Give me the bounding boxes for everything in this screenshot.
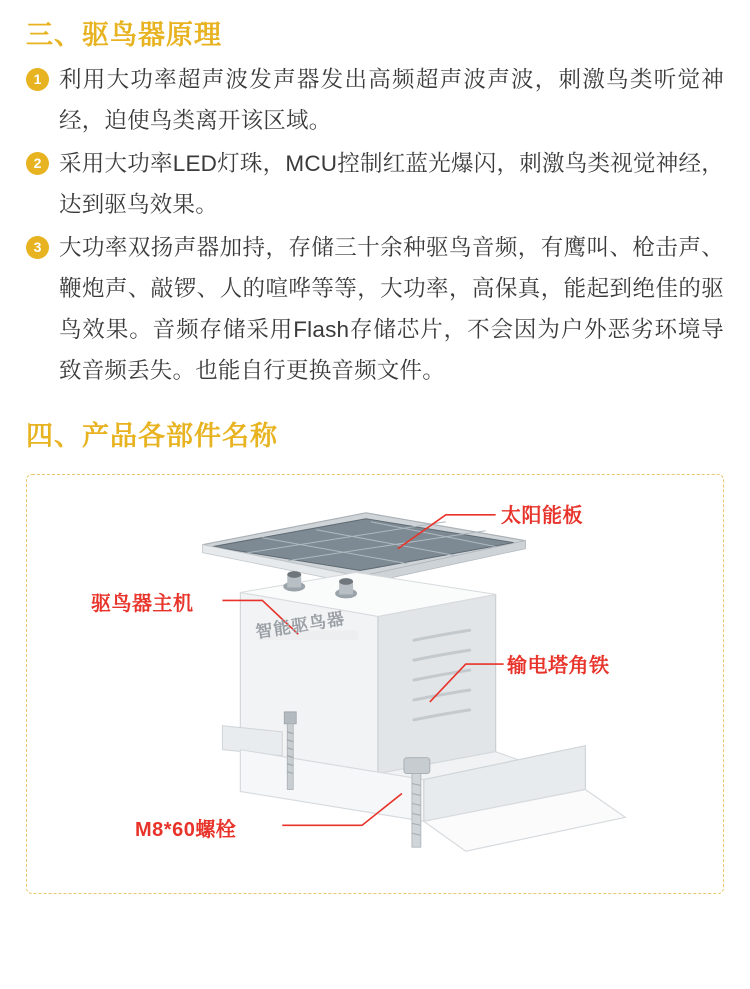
- list-item-number: 2: [26, 152, 49, 175]
- principle-list: [26, 59, 724, 391]
- callout-bolt: M8*60螺栓: [135, 819, 237, 842]
- callout-solar-panel: 太阳能板: [501, 505, 583, 528]
- list-item: [26, 59, 724, 141]
- section-title-parts: 四、产品各部件名称: [26, 421, 278, 452]
- list-item-number: 1: [26, 68, 49, 91]
- device-brand-label: 智能驱鸟器: [254, 609, 347, 643]
- product-parts-figure: [26, 474, 724, 894]
- list-item-text: 利用大功率超声波发声器发出高频超声波声波，刺激鸟类听觉神经，迫使鸟类离开该区域。: [59, 67, 724, 134]
- list-item-text: 大功率双扬声器加持，存储三十余种驱鸟音频，有鹰叫、枪击声、鞭炮声、敲锣、人的喧哗等等，大功率，高保真，能起到绝佳的驱鸟效果。音频存储采用Flash存储芯片，不会因为户外恶劣环境导致音频丢失。也能自行更换音频文件。: [59, 235, 724, 384]
- callout-leader-lines: [27, 475, 723, 893]
- list-item-number: 3: [26, 236, 49, 259]
- list-item-text: 采用大功率LED灯珠，MCU控制红蓝光爆闪，刺激鸟类视觉神经，达到驱鸟效果。: [59, 151, 724, 218]
- callout-tower-angle-iron: 输电塔角铁: [507, 655, 610, 678]
- section-title-principle: 三、驱鸟器原理: [26, 20, 222, 50]
- list-item: [26, 143, 724, 225]
- callout-host: 驱鸟器主机: [91, 593, 194, 616]
- list-item: [26, 227, 724, 391]
